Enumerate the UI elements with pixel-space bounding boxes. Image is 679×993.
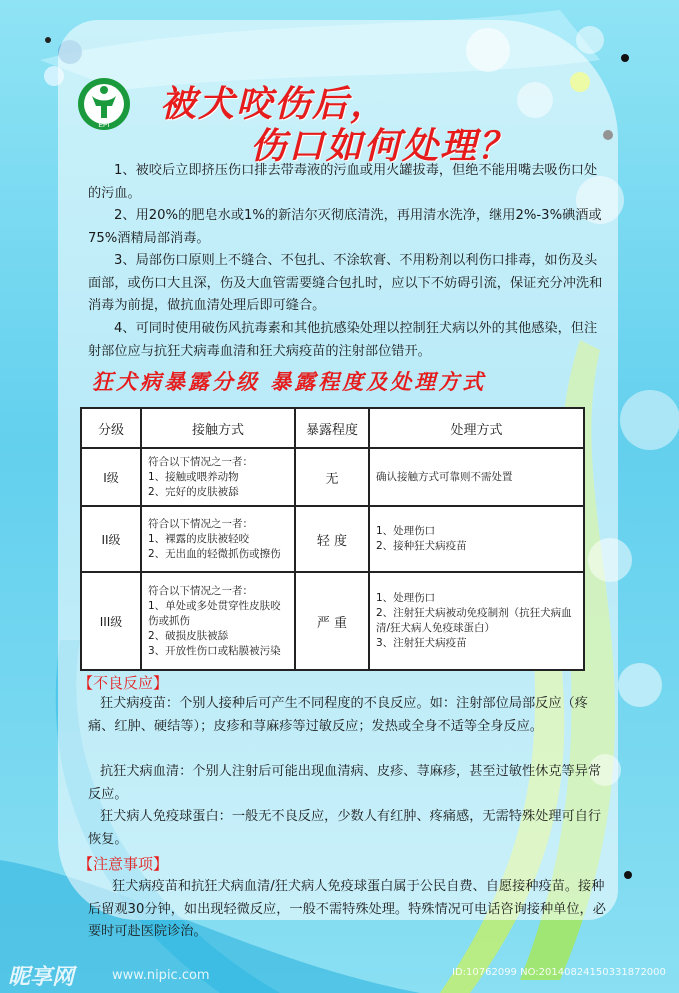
watermark-url: www.nipic.com [112,968,210,983]
row-level: III级 [81,572,141,670]
table-row [81,572,584,670]
row-degree: 轻 度 [295,506,369,572]
table-row [81,506,584,572]
row-degree: 严 重 [295,572,369,670]
header-degree: 暴露程度 [295,408,369,448]
notes-text: 狂犬病疫苗和抗狂犬病血清/狂犬病人免疫球蛋白属于公民自费、自愿接种疫苗。接种后留观30分钟，如出现轻微反应，一般不需特殊处理。特殊情况可电话咨询接种单位，必要时可赴医院诊治。 [88,879,606,939]
title-line-1: 被犬咬伤后， [160,83,389,125]
intro-step-1: 1、被咬后立即挤压伤口排去带毒液的污血或用火罐拔毒，但绝不能用嘴去吸伤口处的污血。 [88,163,598,201]
row-method: 1、处理伤口 2、接种狂犬病疫苗 [369,506,584,572]
watermark-id: ID:10762099 NO:20140824150331872000 [452,967,666,978]
watermark-brand: 昵享网 [8,965,75,990]
row-degree: 无 [295,448,369,506]
adverse-serum: 抗狂犬病血清：个别人注射后可能出现血清病、皮疹、荨麻疹，甚至过敏性休克等异常反应。 [88,764,602,802]
row-contact: 符合以下情况之一者： 1、裸露的皮肤被轻咬 2、无出血的轻微抓伤或擦伤 [141,506,295,572]
row-level: II级 [81,506,141,572]
row-contact: 符合以下情况之一者： 1、单处或多处贯穿性皮肤咬伤或抓伤 2、破损皮肤被舔 3、开放性伤口或粘膜被污染 [141,572,295,670]
exposure-subtitle: 狂犬病暴露分级 暴露程度及处理方式 [92,369,487,394]
svg-text:EPI: EPI [98,122,110,129]
intro-step-4: 4、可同时使用破伤风抗毒素和其他抗感染处理以控制狂犬病以外的其他感染，但注射部位应与抗狂犬病毒血清和狂犬病疫苗的注射部位错开。 [88,321,598,359]
notes-heading: 【注意事项】 [78,855,169,873]
table-row [81,448,584,506]
table-header-row [81,408,584,448]
title-line-2: 伤口如何处理？ [250,125,517,167]
epi-logo-icon [76,76,132,132]
row-method: 1、处理伤口 2、注射狂犬病被动免疫制剂（抗狂犬病血清/狂犬病人免疫球蛋白） 3、注射狂犬病疫苗 [369,572,584,670]
adverse-heading: 【不良反应】 [78,674,169,692]
header-method: 处理方式 [369,408,584,448]
row-level: I级 [81,448,141,506]
header-level: 分级 [81,408,141,448]
adverse-globulin: 狂犬病人免疫球蛋白：一般无不良反应，少数人有红肿、疼痛感，无需特殊处理可自行恢复。 [88,809,602,847]
row-method: 确认接触方式可靠则不需处置 [369,448,584,506]
header-contact: 接触方式 [141,408,295,448]
intro-step-2: 2、用20%的肥皂水或1%的新洁尔灭彻底清洗，再用清水洗净，继用2%-3%碘酒或75%酒精局部消毒。 [88,208,602,246]
adverse-vaccine: 狂犬病疫苗：个别人接种后可产生不同程度的不良反应。如：注射部位局部反应（疼痛、红肿、硬结等）；皮疹和荨麻疹等过敏反应；发热或全身不适等全身反应。 [88,696,588,734]
exposure-table [80,407,585,671]
row-contact: 符合以下情况之一者： 1、接触或喂养动物 2、完好的皮肤被舔 [141,448,295,506]
intro-step-3: 3、局部伤口原则上不缝合、不包扎、不涂软膏、不用粉剂以利伤口排毒，如伤及头面部，或伤口大且深，伤及大血管需要缝合包扎时，应以下不妨碍引流，保证充分冲洗和消毒为前提，做抗血清处理后即可缝合。 [88,253,603,313]
